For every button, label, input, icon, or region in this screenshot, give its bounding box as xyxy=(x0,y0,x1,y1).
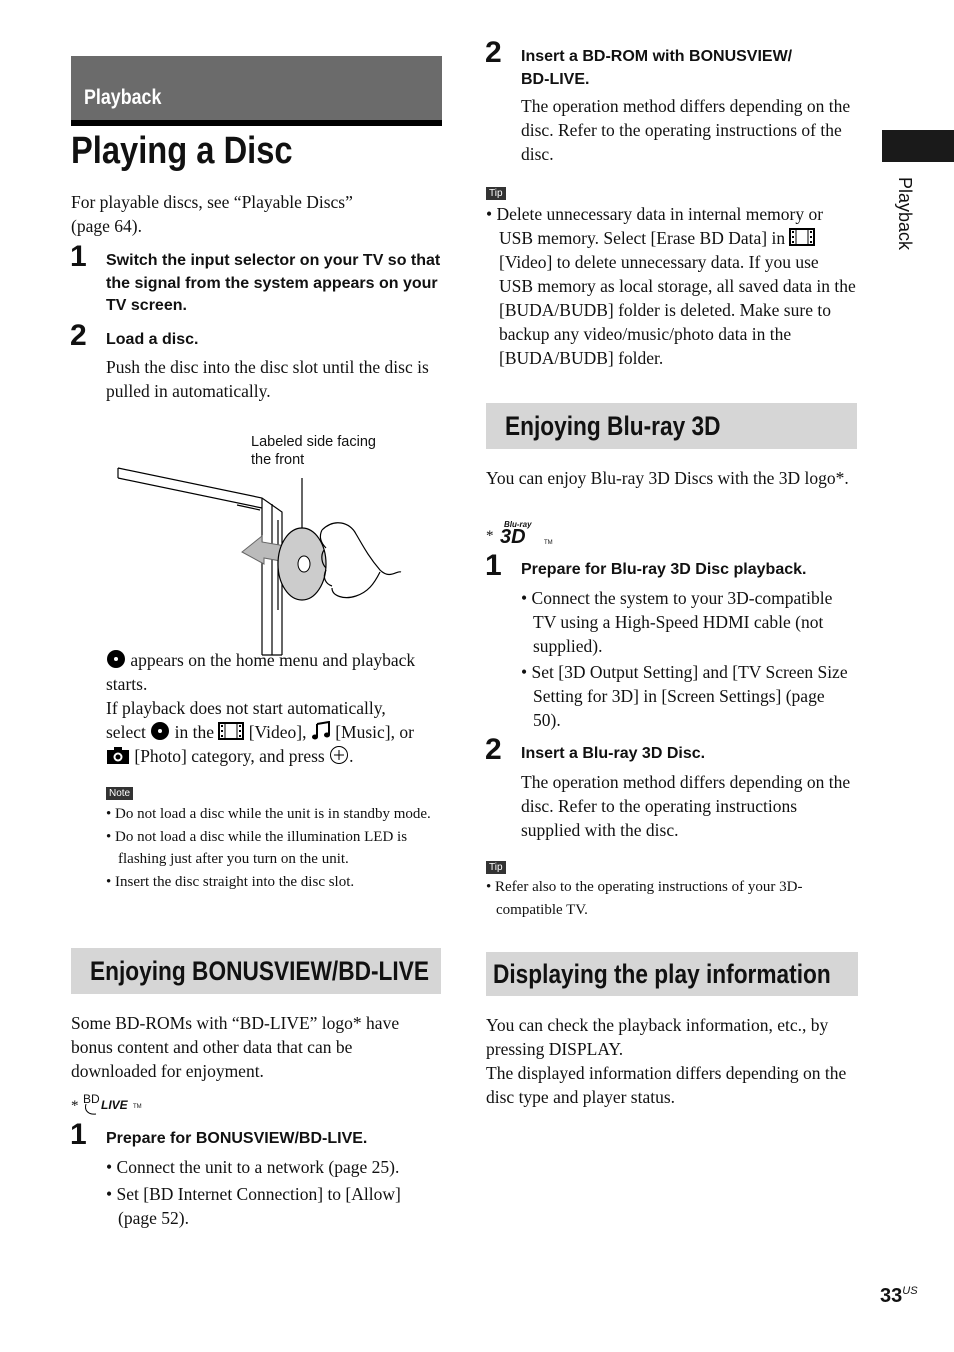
note-list xyxy=(106,803,442,893)
list-item: • Connect the unit to a network (page 25). xyxy=(106,1157,400,1177)
playinfo-text: You can check the playback information, etc., by pressing DISPLAY. xyxy=(486,1015,829,1059)
step-number: 2 xyxy=(70,319,87,352)
step-number: 2 xyxy=(485,36,502,69)
after-figure-text xyxy=(106,648,444,768)
list-item: • Connect the system to your 3D-compatible TV using a High-Speed HDMI cable (not supplied). xyxy=(521,588,833,656)
page-suffix: US xyxy=(902,1285,918,1297)
music-label: [Music], or xyxy=(335,722,414,742)
list-item: • Do not load a disc while the unit is in standby mode. xyxy=(106,806,431,822)
step-body: The operation method differs depending on the disc. Refer to the operating instructions supplied with the disc. xyxy=(521,772,851,840)
step-heading: Prepare for Blu-ray 3D Disc playback. xyxy=(521,561,807,578)
logo-asterisk: * xyxy=(486,528,494,544)
video-label: [Video], xyxy=(248,722,307,742)
page-title: Playing a Disc xyxy=(71,130,293,172)
step-number: 2 xyxy=(485,733,502,766)
intro-line-1: For playable discs, see “Playable Discs” xyxy=(71,192,353,212)
fallback-text: If playback does not start automatically, xyxy=(106,698,386,718)
heading-line: Insert a BD-ROM with BONUSVIEW/ xyxy=(521,48,793,65)
step-number: 1 xyxy=(70,1118,87,1151)
callout-line-1: Labeled side facing xyxy=(251,434,376,450)
logo-tm: TM xyxy=(544,540,553,546)
note-text: Do not load a disc while the illumination LED is flashing just after you turn on the unit. xyxy=(115,828,408,867)
step-body: Push the disc into the disc slot until the disc is pulled in automatically. xyxy=(106,357,429,401)
page-num: 33 xyxy=(880,1285,903,1307)
note-text: Do not load a disc while the unit is in standby mode. xyxy=(115,806,431,822)
item-text: Set [BD Internet Connection] to [Allow] (page 52). xyxy=(116,1184,401,1228)
step-heading xyxy=(521,46,857,91)
bluray-3d-logo xyxy=(486,520,566,550)
step-items xyxy=(521,586,851,732)
disc-icon xyxy=(150,721,170,741)
step-heading: Insert a Blu-ray 3D Disc. xyxy=(521,745,706,762)
step-body: The operation method differs depending on the disc. Refer to the operating instructions of the disc. xyxy=(521,96,851,164)
playinfo-heading-bar xyxy=(486,952,858,996)
side-tab-block xyxy=(882,130,954,162)
video-icon xyxy=(789,227,815,247)
list-item: • Set [3D Output Setting] and [TV Screen Size Setting for 3D] in [Screen Settings] (page 50). xyxy=(521,662,848,730)
list-item: • Refer also to the operating instructions of your 3D-compatible TV. xyxy=(486,879,803,918)
step-heading: Load a disc. xyxy=(106,331,199,348)
tip-text: [Video] to delete unnecessary data. If you use USB memory as local storage, all saved data in the [BUDA/BUDB] folder is deleted. Make sure to backup any video/music/photo data in the [BUDA/BUDB] folder. xyxy=(499,252,856,368)
logo-asterisk: * xyxy=(71,1098,79,1114)
logo-live: LIVE xyxy=(101,1098,128,1112)
logo-bluray: Blu-ray xyxy=(504,520,532,529)
item-text: Set [3D Output Setting] and [TV Screen Size Setting for 3D] in [Screen Settings] (page 50). xyxy=(531,662,848,730)
enter-button-icon xyxy=(329,745,349,765)
playinfo-text: The displayed information differs depending on the disc type and player status. xyxy=(486,1063,847,1107)
step-heading: Switch the input selector on your TV so that the signal from the system appears on your TV screen. xyxy=(106,252,441,314)
logo-bd: BD xyxy=(83,1092,100,1106)
section-label: Playback xyxy=(84,86,162,109)
disc-icon xyxy=(106,649,126,669)
section-banner xyxy=(71,56,442,120)
heading-line: BD-LIVE. xyxy=(521,70,590,88)
tip-item xyxy=(486,876,854,921)
in-the-word: in the xyxy=(174,722,214,742)
section-heading: Enjoying BONUSVIEW/BD-LIVE xyxy=(90,956,429,986)
logo-3d: 3D xyxy=(500,526,526,548)
period: . xyxy=(349,746,354,766)
bluray3d-intro: You can enjoy Blu-ray 3D Discs with the 3D logo*. xyxy=(486,468,849,488)
list-item: • Delete unnecessary data in internal memory or USB memory. Select [Erase BD Data] in [Video] to delete unnecessary data. If you use USB memory as local storage, all saved data in the [BUDA/BUDB] folder is deleted. Make sure to backup any video/music/photo data in the [BUDA/BUDB] folder. xyxy=(486,204,856,368)
tip-item xyxy=(486,202,856,370)
playinfo-body xyxy=(486,1013,856,1109)
section-heading: Displaying the play information xyxy=(493,959,831,989)
bonusview-heading-bar xyxy=(71,948,441,994)
step-items xyxy=(106,1155,442,1230)
camera-icon xyxy=(106,745,130,765)
list-item: • Set [BD Internet Connection] to [Allow] (page 52). xyxy=(106,1184,401,1228)
step-heading: Prepare for BONUSVIEW/BD-LIVE. xyxy=(106,1130,368,1147)
bonusview-intro: Some BD-ROMs with “BD-LIVE” logo* have bonus content and other data that can be downloaded for enjoyment. xyxy=(71,1013,400,1081)
step-number: 1 xyxy=(485,549,502,582)
photo-label: [Photo] category, and press xyxy=(134,746,325,766)
step-number: 1 xyxy=(70,240,87,273)
item-text: Connect the unit to a network (page 25). xyxy=(116,1157,400,1177)
bluray3d-heading-bar xyxy=(486,403,857,449)
disc-loading-illustration xyxy=(112,460,412,660)
video-icon xyxy=(218,721,244,741)
callout-line-2: the front xyxy=(251,452,305,468)
music-icon xyxy=(311,721,331,741)
item-text: Connect the system to your 3D-compatible TV using a High-Speed HDMI cable (not supplied). xyxy=(531,588,833,656)
tip-badge: Tip xyxy=(486,861,506,874)
page-number xyxy=(880,1285,918,1308)
side-tab-label: Playback xyxy=(895,177,915,251)
bd-live-logo xyxy=(71,1090,161,1116)
banner-rule xyxy=(71,120,442,126)
logo-tm: TM xyxy=(133,1104,142,1110)
note-badge: Note xyxy=(106,787,133,800)
intro-line-2: (page 64). xyxy=(71,216,142,236)
tip-text: Refer also to the operating instructions of your 3D-compatible TV. xyxy=(495,879,803,918)
list-item: • Do not load a disc while the illumination LED is flashing just after you turn on the unit. xyxy=(106,828,408,867)
appears-text: appears on the home menu and playback starts. xyxy=(106,650,416,694)
intro-text xyxy=(71,190,431,238)
section-heading: Enjoying Blu-ray 3D xyxy=(505,411,721,441)
tip-badge: Tip xyxy=(486,187,506,200)
tip-text: Delete unnecessary data in internal memory or USB memory. Select [Erase BD Data] in xyxy=(496,204,824,248)
note-text: Insert the disc straight into the disc slot. xyxy=(115,873,355,890)
select-word: select xyxy=(106,722,146,742)
list-item: • Insert the disc straight into the disc slot. xyxy=(106,873,355,890)
